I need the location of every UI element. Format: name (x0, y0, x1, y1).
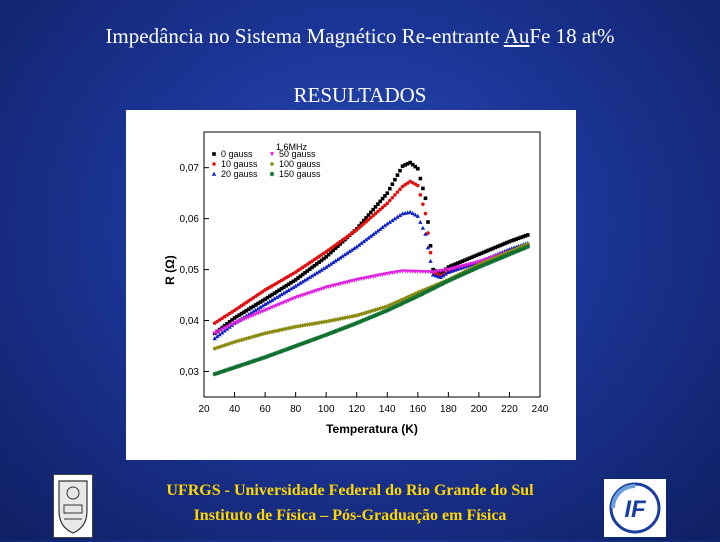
series-100-gauss (212, 242, 530, 351)
y-tick-label: 0,05 (179, 265, 199, 277)
x-tick-label: 20 (198, 404, 210, 415)
chart-title: 1.6MHz (276, 142, 308, 152)
data-point (388, 199, 392, 203)
legend-marker (212, 162, 216, 166)
axis-ticks (180, 163, 549, 415)
data-series (212, 161, 530, 376)
data-point (398, 169, 402, 173)
legend-marker (212, 172, 216, 176)
data-point (388, 187, 392, 191)
chart-panel (126, 110, 576, 460)
x-tick-label: 60 (259, 404, 271, 415)
footer-university: UFRGS - Universidade Federal do Rio Grande do Sul (166, 482, 534, 499)
title-suffix: Fe 18 at% (529, 24, 615, 48)
x-tick-label: 180 (440, 404, 457, 415)
data-point (419, 177, 423, 181)
data-point (526, 233, 530, 237)
resistance-chart (126, 110, 576, 460)
series-50-gauss (212, 245, 529, 336)
data-point (391, 182, 395, 186)
y-axis-label: R (Ω) (163, 255, 177, 285)
if-logo (603, 478, 667, 538)
x-tick-label: 220 (501, 404, 518, 415)
y-tick-label: 0,06 (179, 214, 199, 226)
data-point (421, 202, 425, 206)
x-tick-label: 120 (348, 404, 366, 415)
data-point (398, 188, 402, 192)
data-point (424, 196, 428, 200)
data-point (391, 196, 395, 200)
x-axis-label: Temperatura (K) (326, 422, 418, 436)
data-point (421, 187, 425, 191)
x-tick-label: 140 (378, 404, 396, 415)
data-point (429, 251, 433, 255)
title-prefix: Impedância no Sistema Magnético Re-entrante (105, 24, 504, 48)
legend-label: 150 gauss (279, 169, 321, 179)
data-point (396, 173, 400, 177)
footer-institute: Instituto de Física – Pós-Graduação em Física (193, 507, 507, 524)
x-tick-label: 160 (409, 404, 427, 415)
slide-title (0, 24, 720, 49)
ufrgs-logo (53, 474, 93, 538)
legend-label: 100 gauss (279, 159, 321, 169)
chart-legend (212, 149, 321, 179)
legend-marker (270, 172, 274, 176)
data-point (426, 220, 430, 224)
y-tick-label: 0,07 (179, 163, 199, 175)
y-tick-label: 0,04 (179, 316, 199, 328)
slide-subtitle: RESULTADOS (293, 83, 427, 107)
data-point (416, 167, 420, 171)
title-underlined: Au (503, 24, 530, 48)
x-tick-label: 80 (290, 404, 302, 415)
data-point (393, 178, 397, 182)
legend-label: 20 gauss (221, 169, 258, 179)
data-point (421, 226, 425, 230)
data-point (385, 191, 389, 195)
legend-marker (270, 152, 274, 156)
data-point (396, 190, 400, 194)
data-point (418, 220, 422, 224)
data-point (526, 244, 530, 248)
data-point (385, 202, 389, 206)
x-tick-label: 240 (531, 404, 549, 415)
legend-label: 0 gauss (221, 149, 253, 159)
x-tick-label: 100 (317, 404, 335, 415)
y-tick-label: 0,03 (179, 367, 199, 379)
x-tick-label: 40 (228, 404, 241, 415)
if-logo-text: IF (624, 496, 646, 523)
legend-marker (212, 152, 216, 156)
legend-label: 10 gauss (221, 159, 258, 169)
x-tick-label: 200 (470, 404, 488, 415)
data-point (424, 212, 428, 216)
data-point (393, 193, 397, 197)
data-point (419, 193, 423, 197)
legend-label: 50 gauss (279, 149, 316, 159)
data-point (428, 259, 432, 263)
data-point (429, 244, 433, 248)
data-point (416, 184, 420, 188)
legend-marker (270, 162, 275, 167)
